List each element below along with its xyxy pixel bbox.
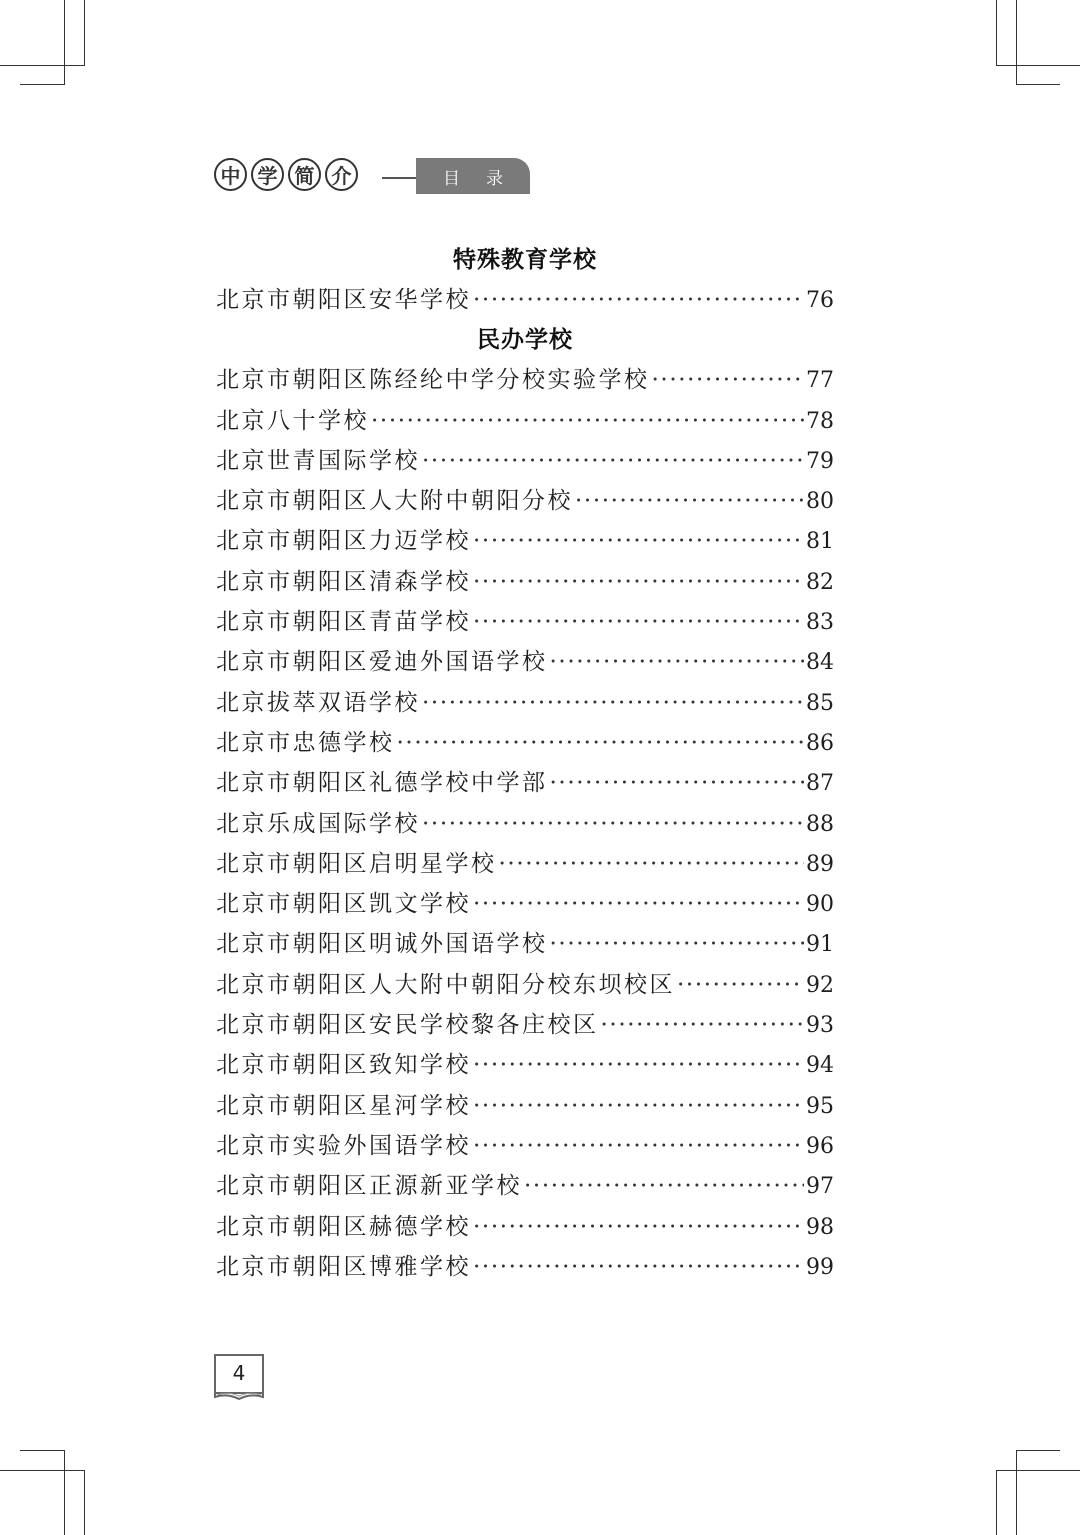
toc-entry-name: 北京乐成国际学校 bbox=[216, 810, 420, 837]
section-title: 民办学校 bbox=[477, 327, 573, 354]
crop-mark bbox=[1016, 0, 1017, 85]
toc-entry-page: 97 bbox=[806, 1174, 834, 1200]
toc-entry bbox=[216, 884, 834, 924]
dot-leader bbox=[473, 562, 804, 602]
dot-leader bbox=[473, 521, 804, 561]
toc-entry-page: 80 bbox=[806, 489, 834, 515]
toc-entry-name: 北京市朝阳区启明星学校 bbox=[216, 850, 497, 877]
dot-leader bbox=[499, 844, 805, 884]
toc-entry-page: 77 bbox=[806, 368, 834, 394]
toc-entry-page: 93 bbox=[806, 1013, 834, 1039]
toc-entry-name: 北京市朝阳区正源新亚学校 bbox=[216, 1173, 522, 1200]
toc-entry bbox=[216, 1166, 834, 1206]
toc-entry-name: 北京市朝阳区陈经纶中学分校实验学校 bbox=[216, 367, 650, 394]
toc-entry bbox=[216, 723, 834, 763]
toc-entry-name: 北京世青国际学校 bbox=[216, 447, 420, 474]
toc-entry-name: 北京八十学校 bbox=[216, 407, 369, 434]
dot-leader bbox=[677, 965, 804, 1005]
toc-entry bbox=[216, 441, 834, 481]
crop-mark bbox=[996, 0, 997, 65]
toc-entry-page: 99 bbox=[806, 1254, 834, 1280]
dot-leader bbox=[422, 683, 804, 723]
toc-entry bbox=[216, 1207, 834, 1247]
section-title: 特殊教育学校 bbox=[453, 247, 597, 273]
toc-entry-name: 北京市朝阳区清森学校 bbox=[216, 568, 471, 595]
toc-entry-page: 86 bbox=[806, 730, 834, 756]
toc-entry-page: 81 bbox=[806, 529, 834, 555]
title-char-circle: 学 bbox=[251, 158, 284, 191]
toc-entry-name: 北京拔萃双语学校 bbox=[216, 689, 420, 716]
toc-entry-page: 76 bbox=[806, 288, 834, 313]
dot-leader bbox=[550, 763, 805, 803]
crop-mark bbox=[84, 0, 85, 65]
toc-entry bbox=[216, 481, 834, 521]
book-title-circles bbox=[214, 158, 358, 191]
crop-mark bbox=[20, 1450, 65, 1451]
toc-entry-page: 85 bbox=[806, 690, 834, 716]
crop-mark bbox=[0, 1470, 85, 1471]
toc-entry bbox=[216, 1126, 834, 1166]
toc-entry bbox=[216, 360, 834, 400]
dot-leader bbox=[473, 1086, 804, 1126]
title-char-circle: 中 bbox=[214, 158, 247, 191]
toc-entry-name: 北京市朝阳区人大附中朝阳分校东坝校区 bbox=[216, 971, 675, 998]
toc-entry-name: 北京市朝阳区人大附中朝阳分校 bbox=[216, 488, 573, 515]
toc-entry-name: 北京市实验外国语学校 bbox=[216, 1132, 471, 1159]
toc-entry-page: 96 bbox=[806, 1133, 834, 1159]
dot-leader bbox=[473, 602, 804, 642]
dot-leader bbox=[473, 1207, 804, 1247]
dot-leader bbox=[524, 1166, 804, 1206]
toc-entry-page: 87 bbox=[806, 771, 834, 797]
toc-entry-name: 北京市朝阳区赫德学校 bbox=[216, 1213, 471, 1240]
toc-entry bbox=[216, 1045, 834, 1085]
toc-entry-name: 北京市朝阳区凯文学校 bbox=[216, 891, 471, 918]
dot-leader bbox=[473, 884, 804, 924]
table-of-contents bbox=[216, 240, 834, 1287]
dot-leader bbox=[550, 642, 805, 682]
toc-list bbox=[216, 360, 834, 1287]
dot-leader bbox=[397, 723, 805, 763]
crop-mark bbox=[64, 1450, 65, 1535]
title-char-circle: 简 bbox=[288, 158, 321, 191]
toc-entry-page: 98 bbox=[806, 1214, 834, 1240]
crop-mark bbox=[1016, 1450, 1017, 1535]
toc-entry bbox=[216, 1247, 834, 1287]
page-number: 4 bbox=[232, 1361, 246, 1385]
toc-entry-name: 北京市忠德学校 bbox=[216, 729, 395, 756]
dot-leader bbox=[422, 441, 804, 481]
dot-leader bbox=[473, 1126, 804, 1166]
toc-entry-page: 83 bbox=[806, 610, 834, 636]
page-number-badge bbox=[213, 1353, 265, 1401]
toc-entry-page: 90 bbox=[806, 892, 834, 918]
toc-entry bbox=[216, 521, 834, 561]
toc-entry-name: 北京市朝阳区致知学校 bbox=[216, 1052, 471, 1079]
dot-leader bbox=[473, 1247, 804, 1287]
toc-entry bbox=[216, 1086, 834, 1126]
crop-mark bbox=[996, 1470, 1080, 1471]
toc-entry-name: 北京市朝阳区礼德学校中学部 bbox=[216, 770, 548, 797]
toc-entry bbox=[216, 804, 834, 844]
crop-mark bbox=[1016, 1450, 1060, 1451]
dot-leader bbox=[473, 1045, 804, 1085]
toc-entry-name: 北京市朝阳区安民学校黎各庄校区 bbox=[216, 1012, 599, 1039]
dot-leader bbox=[371, 401, 804, 441]
crop-mark bbox=[996, 1470, 997, 1535]
toc-entry bbox=[216, 401, 834, 441]
crop-mark bbox=[1016, 84, 1060, 85]
toc-entry-name: 北京市朝阳区明诚外国语学校 bbox=[216, 931, 548, 958]
toc-entry bbox=[216, 924, 834, 964]
dot-leader bbox=[473, 280, 804, 320]
toc-entry-name: 北京市朝阳区爱迪外国语学校 bbox=[216, 649, 548, 676]
section-tab: 目录 bbox=[416, 158, 530, 194]
toc-entry-page: 91 bbox=[806, 932, 834, 958]
crop-mark bbox=[84, 1470, 85, 1535]
toc-entry-page: 94 bbox=[806, 1053, 834, 1079]
dot-leader bbox=[601, 1005, 805, 1045]
dot-leader bbox=[575, 481, 804, 521]
toc-entry bbox=[216, 965, 834, 1005]
toc-entry bbox=[216, 844, 834, 884]
crop-mark bbox=[64, 0, 65, 85]
toc-entry-name: 北京市朝阳区青苗学校 bbox=[216, 609, 471, 636]
dot-leader bbox=[550, 924, 805, 964]
toc-entry-page: 82 bbox=[806, 569, 834, 595]
toc-entry-page: 79 bbox=[806, 448, 834, 474]
toc-entry-name: 北京市朝阳区安华学校 bbox=[216, 287, 471, 313]
crop-mark bbox=[20, 84, 65, 85]
toc-entry bbox=[216, 763, 834, 803]
toc-entry-page: 95 bbox=[806, 1093, 834, 1119]
toc-entry-page: 84 bbox=[806, 650, 834, 676]
toc-entry-page: 78 bbox=[806, 408, 834, 434]
toc-entry bbox=[216, 280, 834, 320]
toc-entry-name: 北京市朝阳区力迈学校 bbox=[216, 528, 471, 555]
dot-leader bbox=[652, 360, 805, 400]
toc-entry bbox=[216, 683, 834, 723]
toc-entry bbox=[216, 642, 834, 682]
toc-entry-page: 89 bbox=[806, 851, 834, 877]
toc-entry bbox=[216, 562, 834, 602]
toc-entry-name: 北京市朝阳区星河学校 bbox=[216, 1092, 471, 1119]
dot-leader bbox=[422, 804, 804, 844]
toc-entry-page: 88 bbox=[806, 811, 834, 837]
crop-mark bbox=[996, 65, 1080, 66]
toc-entry bbox=[216, 602, 834, 642]
title-char-circle: 介 bbox=[325, 158, 358, 191]
toc-entry-name: 北京市朝阳区博雅学校 bbox=[216, 1253, 471, 1280]
toc-entry bbox=[216, 1005, 834, 1045]
toc-entry-page: 92 bbox=[806, 972, 834, 998]
crop-mark bbox=[0, 65, 85, 66]
